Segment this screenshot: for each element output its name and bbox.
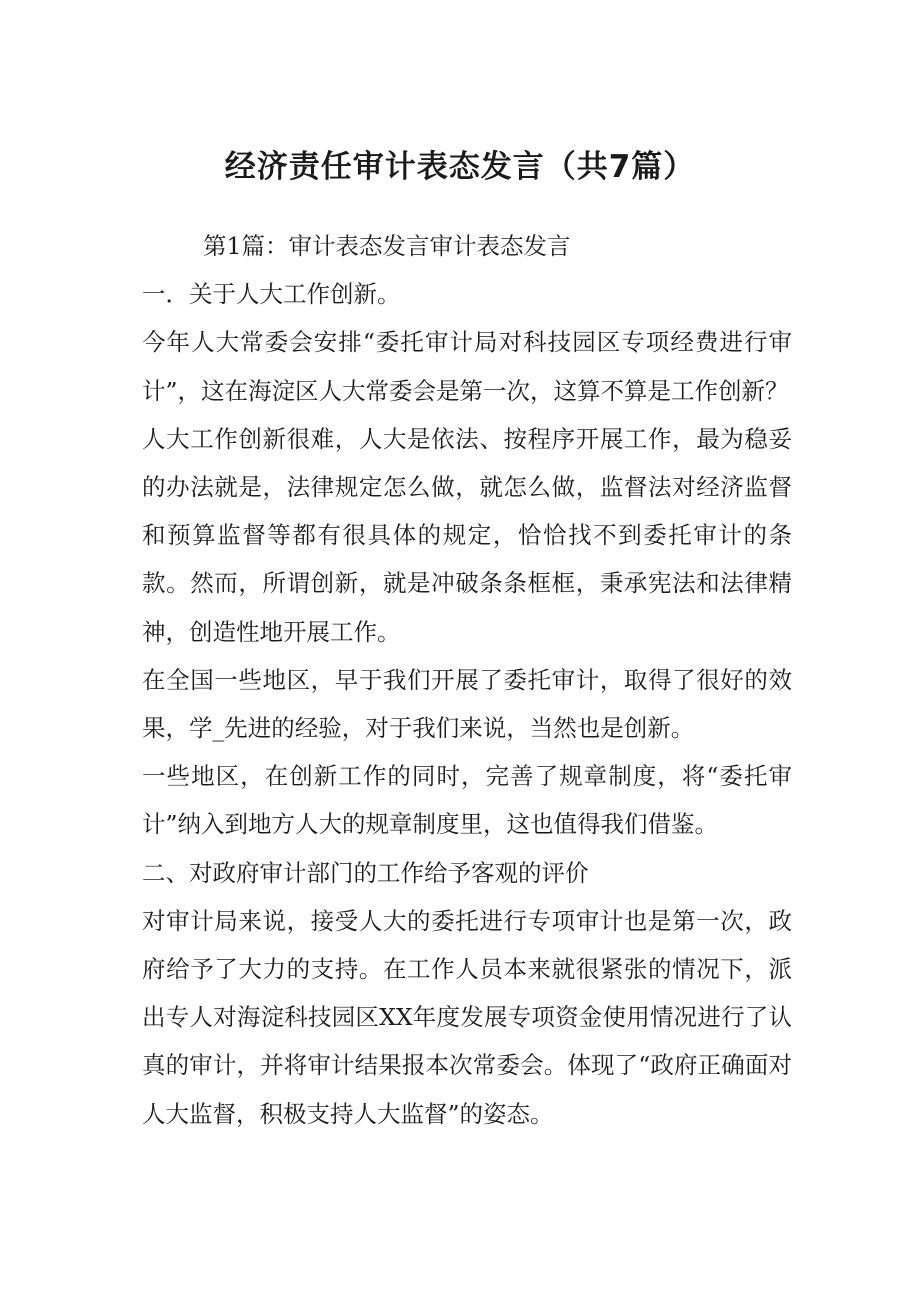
paragraph: 一．关于人大工作创新。: [142, 280, 401, 309]
document-title: 经济责任审计表态发言（共7篇）: [224, 149, 696, 185]
paragraph: 一些地区，在创新工作的同时，完善了规章制度，将“委托审计”纳入到地方人大的规章制度里，这也值得我们借鉴。: [142, 762, 792, 839]
paragraph: 二、对政府审计部门的工作给予客观的评价: [142, 858, 589, 887]
paragraph: 对审计局来说，接受人大的委托进行专项审计也是第一次，政府给予了大力的支持。在工作人员本来就很紧张的情况下，派出专人对海淀科技园区XX年度发展专项资金使用情况进行了认真的审计，并将审计结果报本次常委会。体现了“政府正确面对人大监督，积极支持人大监督”的姿态。: [142, 906, 792, 1128]
paragraph: 今年人大常委会安排“委托审计局对科技园区专项经费进行审计”，这在海淀区人大常委会是第一次，这算不算是工作创新？: [142, 328, 792, 405]
document-body: [142, 222, 792, 1138]
paragraph: 在全国一些地区，早于我们开展了委托审计，取得了很好的效果，学_先进的经验，对于我们来说，当然也是创新。: [142, 665, 792, 743]
paragraph: 人大工作创新很难，人大是依法、按程序开展工作，最为稳妥的办法就是，法律规定怎么做，就怎么做，监督法对经济监督和预算监督等都有很具体的规定，恰恰找不到委托审计的条款。然而，所谓创新，就是冲破条条框框，秉承宪法和法律精神，创造性地开展工作。: [142, 424, 792, 646]
section-subtitle: 第1篇：审计表态发言审计表态发言: [203, 232, 571, 260]
